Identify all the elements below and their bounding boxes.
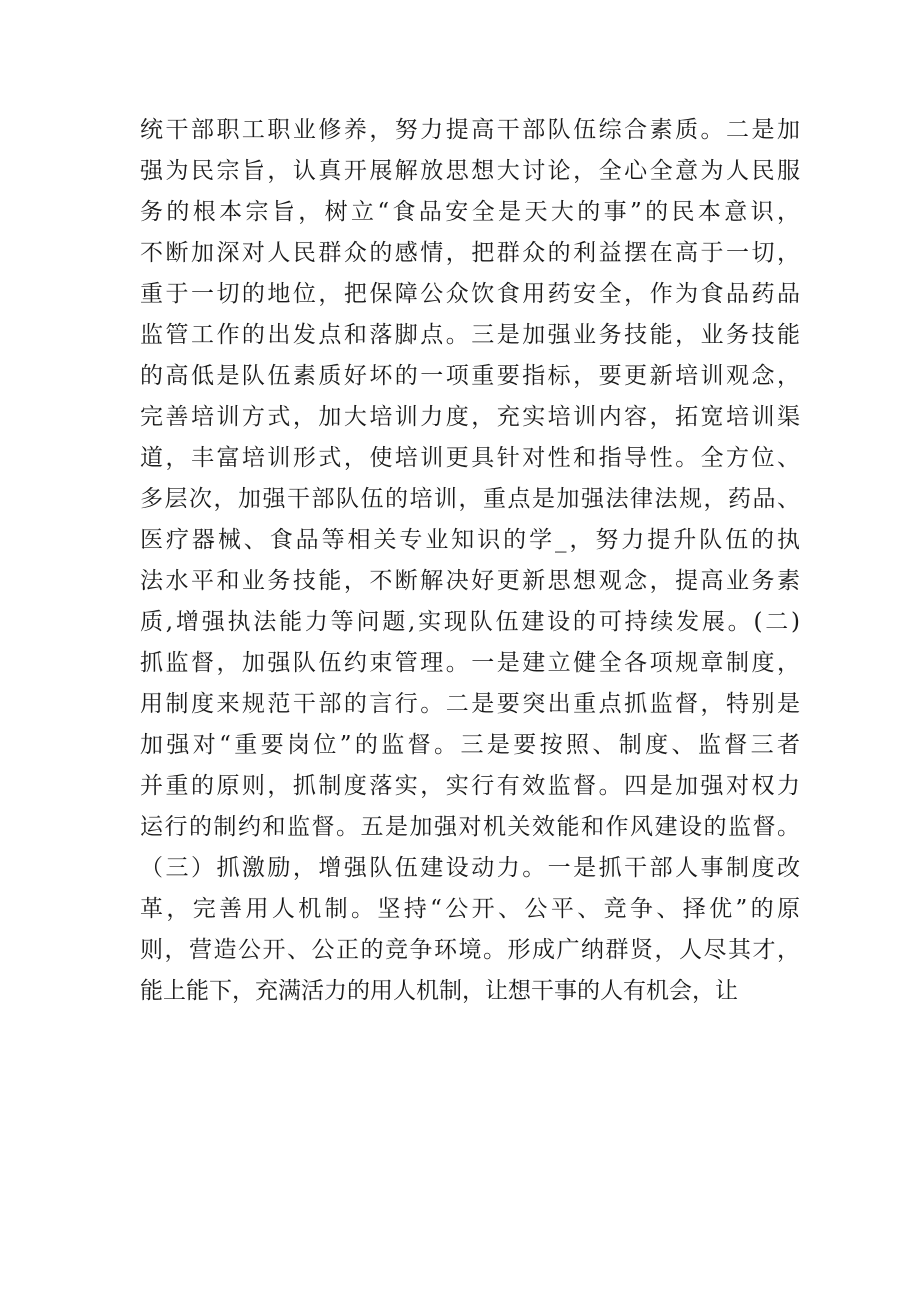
text-line-4: 不断加深对人民群众的感情，把群众的利益摆在高于一切，: [140, 240, 800, 266]
text-line-17: 并重的原则，抓制度落实，实行有效监督。四是加强对权力: [140, 773, 800, 799]
text-line-11: 医疗器械、食品等相关专业知识的学_，努力提升队伍的执: [140, 527, 800, 553]
text-line-1: 统干部职工职业修养，努力提高干部队伍综合素质。二是加: [140, 117, 800, 143]
text-line-9: 道，丰富培训形式，使培训更具针对性和指导性。全方位、: [140, 445, 800, 471]
text-line-22: 能上能下，充满活力的用人机制，让想干事的人有机会，让: [140, 978, 738, 1004]
text-line-12: 法水平和业务技能，不断解决好更新思想观念，提高业务素: [140, 568, 800, 594]
text-line-2: 强为民宗旨，认真开展解放思想大讨论，全心全意为人民服: [140, 158, 800, 184]
body-text: [140, 110, 800, 1012]
text-line-20: 革，完善用人机制。坚持“公开、公平、竞争、择优”的原: [140, 896, 800, 922]
text-line-13: 质,增强执法能力等问题,实现队伍建设的可持续发展。(二): [140, 609, 800, 635]
text-line-18: 运行的制约和监督。五是加强对机关效能和作风建设的监督。: [140, 814, 800, 840]
text-line-8: 完善培训方式，加大培训力度，充实培训内容，拓宽培训渠: [140, 404, 800, 430]
text-line-21: 则，营造公开、公正的竞争环境。形成广纳群贤，人尽其才，: [140, 937, 800, 963]
text-line-5: 重于一切的地位，把保障公众饮食用药安全，作为食品药品: [140, 281, 800, 307]
text-line-16: 加强对“重要岗位”的监督。三是要按照、制度、监督三者: [140, 732, 800, 758]
text-line-10: 多层次，加强干部队伍的培训，重点是加强法律法规，药品、: [140, 486, 800, 512]
text-line-15: 用制度来规范干部的言行。二是要突出重点抓监督，特别是: [140, 691, 800, 717]
text-line-19: （三）抓激励，增强队伍建设动力。一是抓干部人事制度改: [140, 855, 800, 881]
text-line-3: 务的根本宗旨，树立“食品安全是天大的事”的民本意识，: [140, 199, 800, 225]
text-line-14: 抓监督，加强队伍约束管理。一是建立健全各项规章制度，: [140, 650, 800, 676]
text-line-6: 监管工作的出发点和落脚点。三是加强业务技能，业务技能: [140, 322, 800, 348]
text-line-7: 的高低是队伍素质好坏的一项重要指标，要更新培训观念，: [140, 363, 800, 389]
